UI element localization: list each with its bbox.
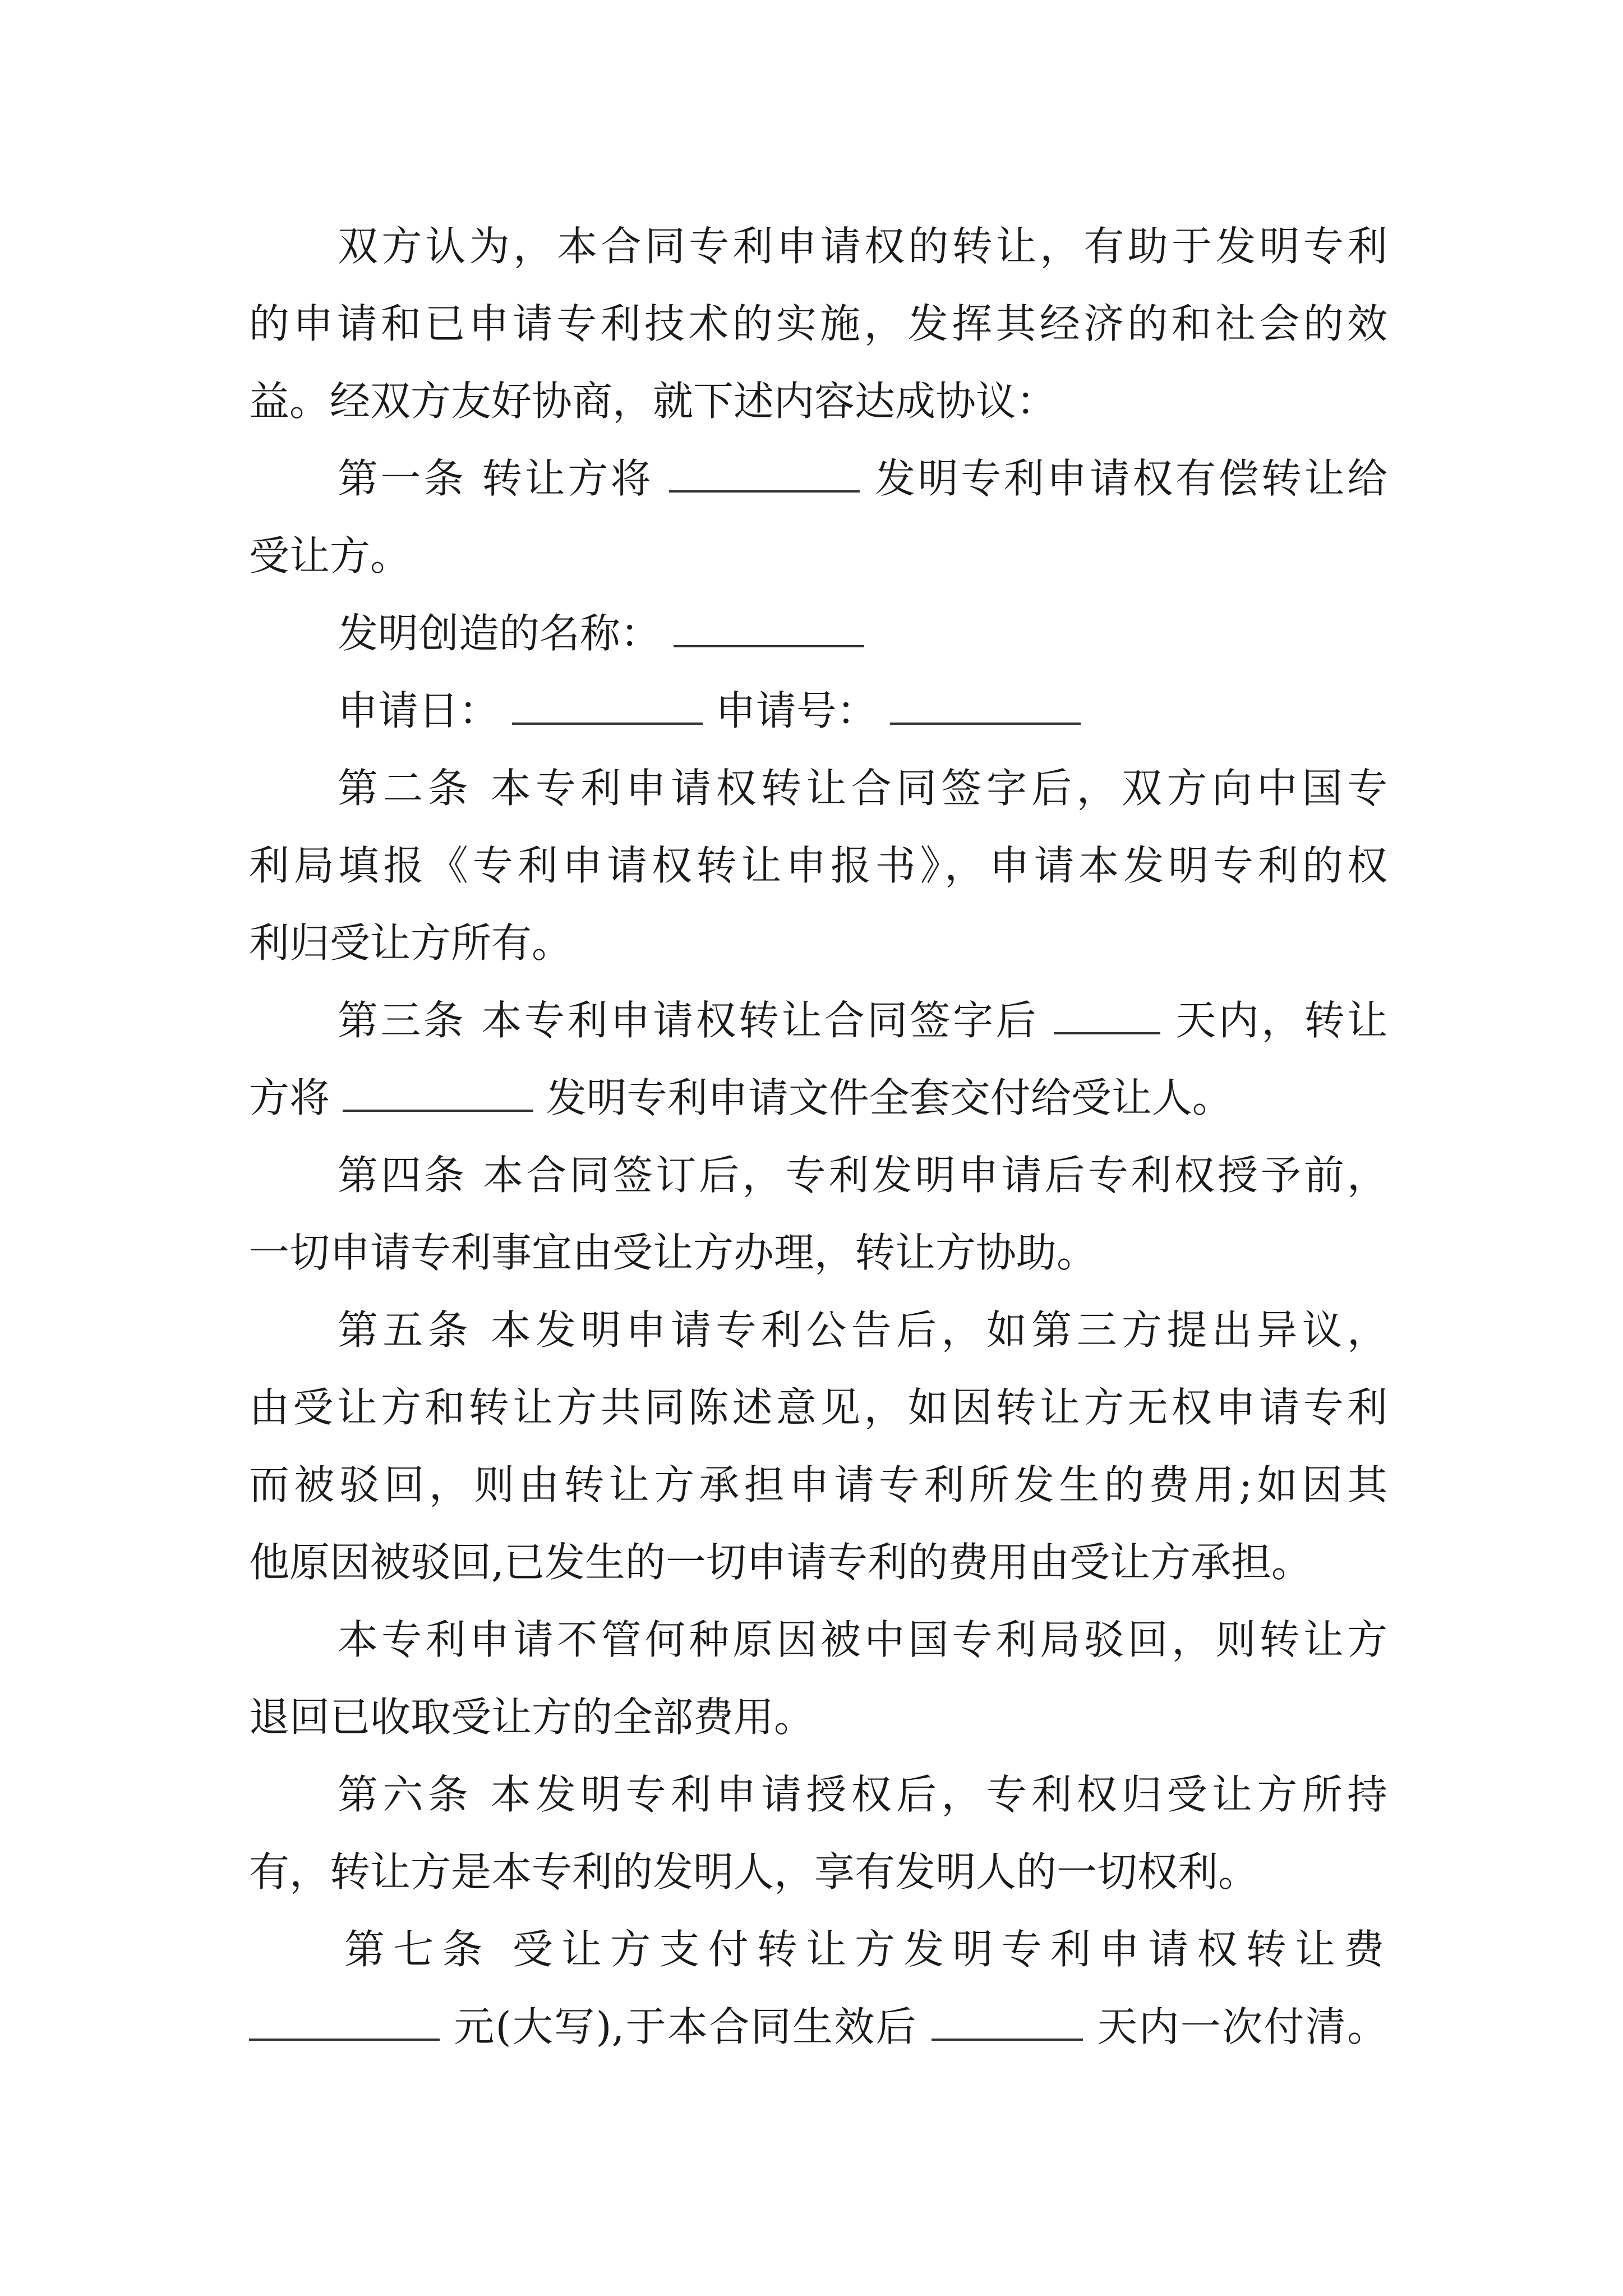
article-5-line-4: 他原因被驳回,已发生的一切申请专利的费用由受让方承担。 [249,1539,1312,1586]
refund-para-line-1: 本专利申请不管何种原因被中国专利局驳回，则转让方 [338,1616,1387,1663]
para-intro-line-1: 双方认为，本合同专利申请权的转让，有助于发明专利 [338,223,1387,270]
article-4-line-2: 一切申请专利事宜由受让方办理，转让方协助。 [249,1229,1098,1276]
article-5-line-1 [249,1291,1387,1369]
article-7-heading: 第七条 [344,1926,491,1973]
invention-name-label: 发明创造的名称： [338,610,661,657]
article-7-line-2 [249,1988,1387,2065]
article-2-line-1 [249,749,1387,827]
blank-fee-amount [249,2005,440,2041]
article-4-text: 本合同签订后，专利发明申请后专利权授予前， [483,1152,1387,1199]
article-6-heading: 第六条 [338,1771,473,1818]
article-2-text: 本专利申请权转让合同签字后，双方向中国专 [490,765,1387,812]
blank-invention-name [674,611,864,647]
article-2-heading: 第二条 [338,765,473,812]
application-info-line [249,672,1387,749]
article-7-text-b: 天内一次付清。 [1097,2003,1387,2050]
article-1-heading: 第一条 [338,455,467,502]
article-6-line-2: 有，转让方是本专利的发明人，享有发明人的一切权利。 [249,1848,1259,1895]
article-3-text-d: 发明专利申请文件全套交付给受让人。 [546,1074,1233,1121]
para-intro-line-3: 益。经双方友好协商，就下述内容达成协议： [249,378,1057,425]
article-1-line-2: 受让方。 [249,532,411,579]
article-2-line-2: 利局填报《专利申请权转让申报书》，申请本发明专利的权 [249,842,1387,889]
blank-application-date [512,689,703,725]
article-5-text: 本发明申请专利公告后，如第三方提出异议， [490,1306,1387,1354]
invention-name-line [249,595,1387,672]
application-date-label: 申请日： [338,687,500,734]
article-3-text-c: 方将 [249,1074,330,1121]
article-2-line-3: 利归受让方所有。 [249,919,573,967]
article-3-heading: 第三条 [338,997,467,1044]
para-intro-line-2: 的申请和已申请专利技术的实施，发挥其经济的和社会的效 [249,300,1387,347]
contract-body [249,208,1387,2065]
article-4-line-1 [249,1137,1387,1214]
article-4-heading: 第四条 [338,1152,468,1199]
article-3-text-b: 天内，转让 [1175,997,1387,1044]
article-1-text-a: 转让方将 [482,455,654,502]
blank-payment-days [932,2005,1083,2041]
article-5-heading: 第五条 [338,1306,473,1354]
blank-application-number [890,689,1081,725]
article-5-line-2: 由受让方和转让方共同陈述意见，如因转让方无权申请专利 [249,1384,1387,1431]
article-7-text-a: 元(大写),于本合同生效后 [454,2003,917,2050]
application-number-label: 申请号： [715,687,877,734]
blank-transfer-item [669,457,860,493]
blank-invention-docs [343,1076,533,1112]
refund-para-line-2: 退回已收取受让方的全部费用。 [249,1694,815,1741]
article-7-text: 受让方支付转让方发明专利申请权转让费 [512,1926,1387,1973]
blank-delivery-days [1054,999,1160,1034]
article-6-line-1 [249,1756,1387,1833]
article-3-line-2 [249,1059,1387,1137]
article-1-line-1 [249,440,1387,517]
article-6-text: 本发明专利申请授权后，专利权归受让方所持 [490,1771,1387,1818]
article-7-line-1 [249,1911,1387,1988]
article-5-line-3: 而被驳回，则由转让方承担申请专利所发生的费用;如因其 [249,1461,1387,1508]
article-1-text-b: 发明专利申请权有偿转让给 [875,455,1388,502]
article-3-line-1 [249,982,1387,1059]
article-3-text-a: 本专利申请权转让合同签字后 [481,997,1039,1044]
